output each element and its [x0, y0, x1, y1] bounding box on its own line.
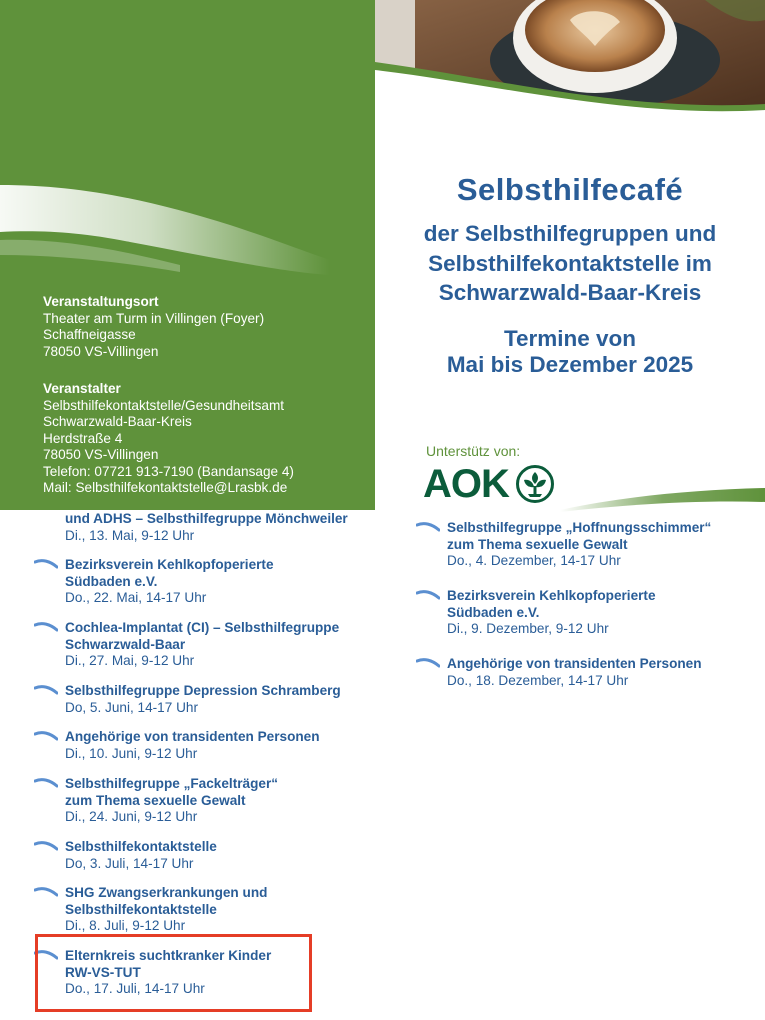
venue-heading: Veranstaltungsort	[43, 294, 159, 309]
swoosh-bullet-icon	[416, 522, 440, 532]
organizer-phone: Telefon: 07721 913-7190 (Bandansage 4)	[43, 463, 294, 479]
decorative-swoosh	[560, 482, 765, 512]
event-date: Di., 8. Juli, 9-12 Uhr	[65, 918, 186, 933]
swoosh-bullet-icon	[34, 887, 58, 897]
venue-line: Schaffneigasse	[43, 327, 136, 342]
swoosh-bullet-icon	[34, 685, 58, 695]
subtitle-line: der Selbsthilfegruppen und	[423, 221, 717, 246]
swoosh-bullet-icon	[34, 731, 58, 741]
aok-logo	[423, 462, 555, 506]
swoosh-bullet-icon	[34, 559, 58, 569]
list-item	[65, 729, 320, 762]
swoosh-bullet-icon	[416, 590, 440, 600]
list-item	[447, 656, 702, 689]
event-date: Di., 27. Mai, 9-12 Uhr	[65, 653, 195, 668]
organizer-line: 78050 VS-Villingen	[43, 447, 159, 462]
organizer-line: Selbsthilfekontaktstelle/Gesundheitsamt	[43, 397, 285, 413]
subtitle-line: Selbsthilfekontaktstelle im	[428, 250, 712, 276]
coffee-photo	[375, 0, 765, 118]
organizer-email[interactable]: Mail: Selbsthilfekontaktstelle@Lrasbk.de	[43, 480, 288, 495]
aok-logo-text: AOK	[423, 462, 509, 506]
event-date: Do., 18. Dezember, 14-17 Uhr	[447, 672, 629, 688]
swoosh-bullet-icon	[416, 658, 440, 668]
list-item	[65, 839, 217, 872]
date-range-line: Mai bis Dezember 2025	[446, 352, 694, 377]
venue-line: 78050 VS-Villingen	[43, 343, 159, 359]
venue-panel	[0, 0, 375, 510]
event-name: Selbsthilfegruppe „Fackelträger“ zum Thema sexuelle Gewalt	[65, 776, 279, 808]
event-date: Di., 24. Juni, 9-12 Uhr	[65, 809, 198, 824]
event-date: Do., 17. Juli, 14-17 Uhr	[65, 981, 205, 996]
venue-block	[43, 294, 264, 360]
page-title: Selbsthilfecafé	[456, 172, 684, 207]
event-date: Do, 5. Juni, 14-17 Uhr	[65, 699, 198, 715]
list-item	[65, 620, 355, 670]
list-item	[65, 557, 315, 607]
page-subtitle	[375, 219, 765, 308]
decorative-wave	[0, 180, 375, 290]
event-name: Angehörige von transidenten Personen	[447, 656, 702, 671]
date-range-line: Termine von	[503, 326, 637, 351]
date-range	[375, 326, 765, 378]
swoosh-bullet-icon	[34, 622, 58, 632]
event-name: Elternkreis suchtkranker Kinder RW-VS-TUT	[65, 948, 272, 980]
swoosh-bullet-icon	[34, 778, 58, 788]
event-name: Selbsthilfegruppe „Hoffnungsschimmer“ zum Thema sexuelle Gewalt	[447, 520, 712, 552]
event-name: SHG Zwangserkrankungen und Selbsthilfekontaktstelle	[65, 885, 268, 917]
event-name: Angehörige von transidenten Personen	[65, 729, 320, 744]
organizer-block	[43, 381, 294, 497]
organizer-line: Herdstraße 4	[43, 430, 123, 446]
event-date: Di., 10. Juni, 9-12 Uhr	[65, 745, 198, 761]
event-name: Bezirksverein Kehlkopfoperierte Südbaden e.V.	[65, 557, 274, 589]
event-name: Cochlea-Implantat (CI) – Selbsthilfegruppe Schwarzwald-Baar	[65, 620, 340, 652]
event-date: Di., 9. Dezember, 9-12 Uhr	[447, 621, 609, 636]
event-name: Selbsthilfekontaktstelle	[65, 839, 217, 854]
coffee-cup-image	[375, 0, 765, 118]
list-item	[65, 776, 295, 826]
event-date: Do., 4. Dezember, 14-17 Uhr	[447, 553, 621, 568]
list-item	[447, 520, 737, 570]
aok-tree-icon	[515, 464, 555, 504]
event-date: Do., 22. Mai, 14-17 Uhr	[65, 590, 207, 605]
event-name: Selbsthilfegruppe Depression Schramberg	[65, 683, 341, 698]
list-item	[65, 885, 285, 935]
event-name: und ADHS – Selbsthilfegruppe Mönchweiler	[65, 511, 348, 526]
event-date: Do, 3. Juli, 14-17 Uhr	[65, 855, 194, 871]
list-item	[65, 511, 348, 544]
list-item	[447, 588, 697, 638]
event-name: Bezirksverein Kehlkopfoperierte Südbaden e.V.	[447, 588, 656, 620]
list-item	[65, 683, 341, 716]
highlight-box	[35, 934, 312, 1012]
swoosh-bullet-icon	[34, 841, 58, 851]
subtitle-line: Schwarzwald-Baar-Kreis	[438, 280, 702, 305]
sponsor-label: Unterstütz von:	[426, 443, 521, 459]
organizer-heading: Veranstalter	[43, 381, 121, 396]
venue-line: Theater am Turm in Villingen (Foyer)	[43, 310, 265, 326]
organizer-line: Schwarzwald-Baar-Kreis	[43, 414, 192, 429]
event-date: Di., 13. Mai, 9-12 Uhr	[65, 527, 195, 543]
